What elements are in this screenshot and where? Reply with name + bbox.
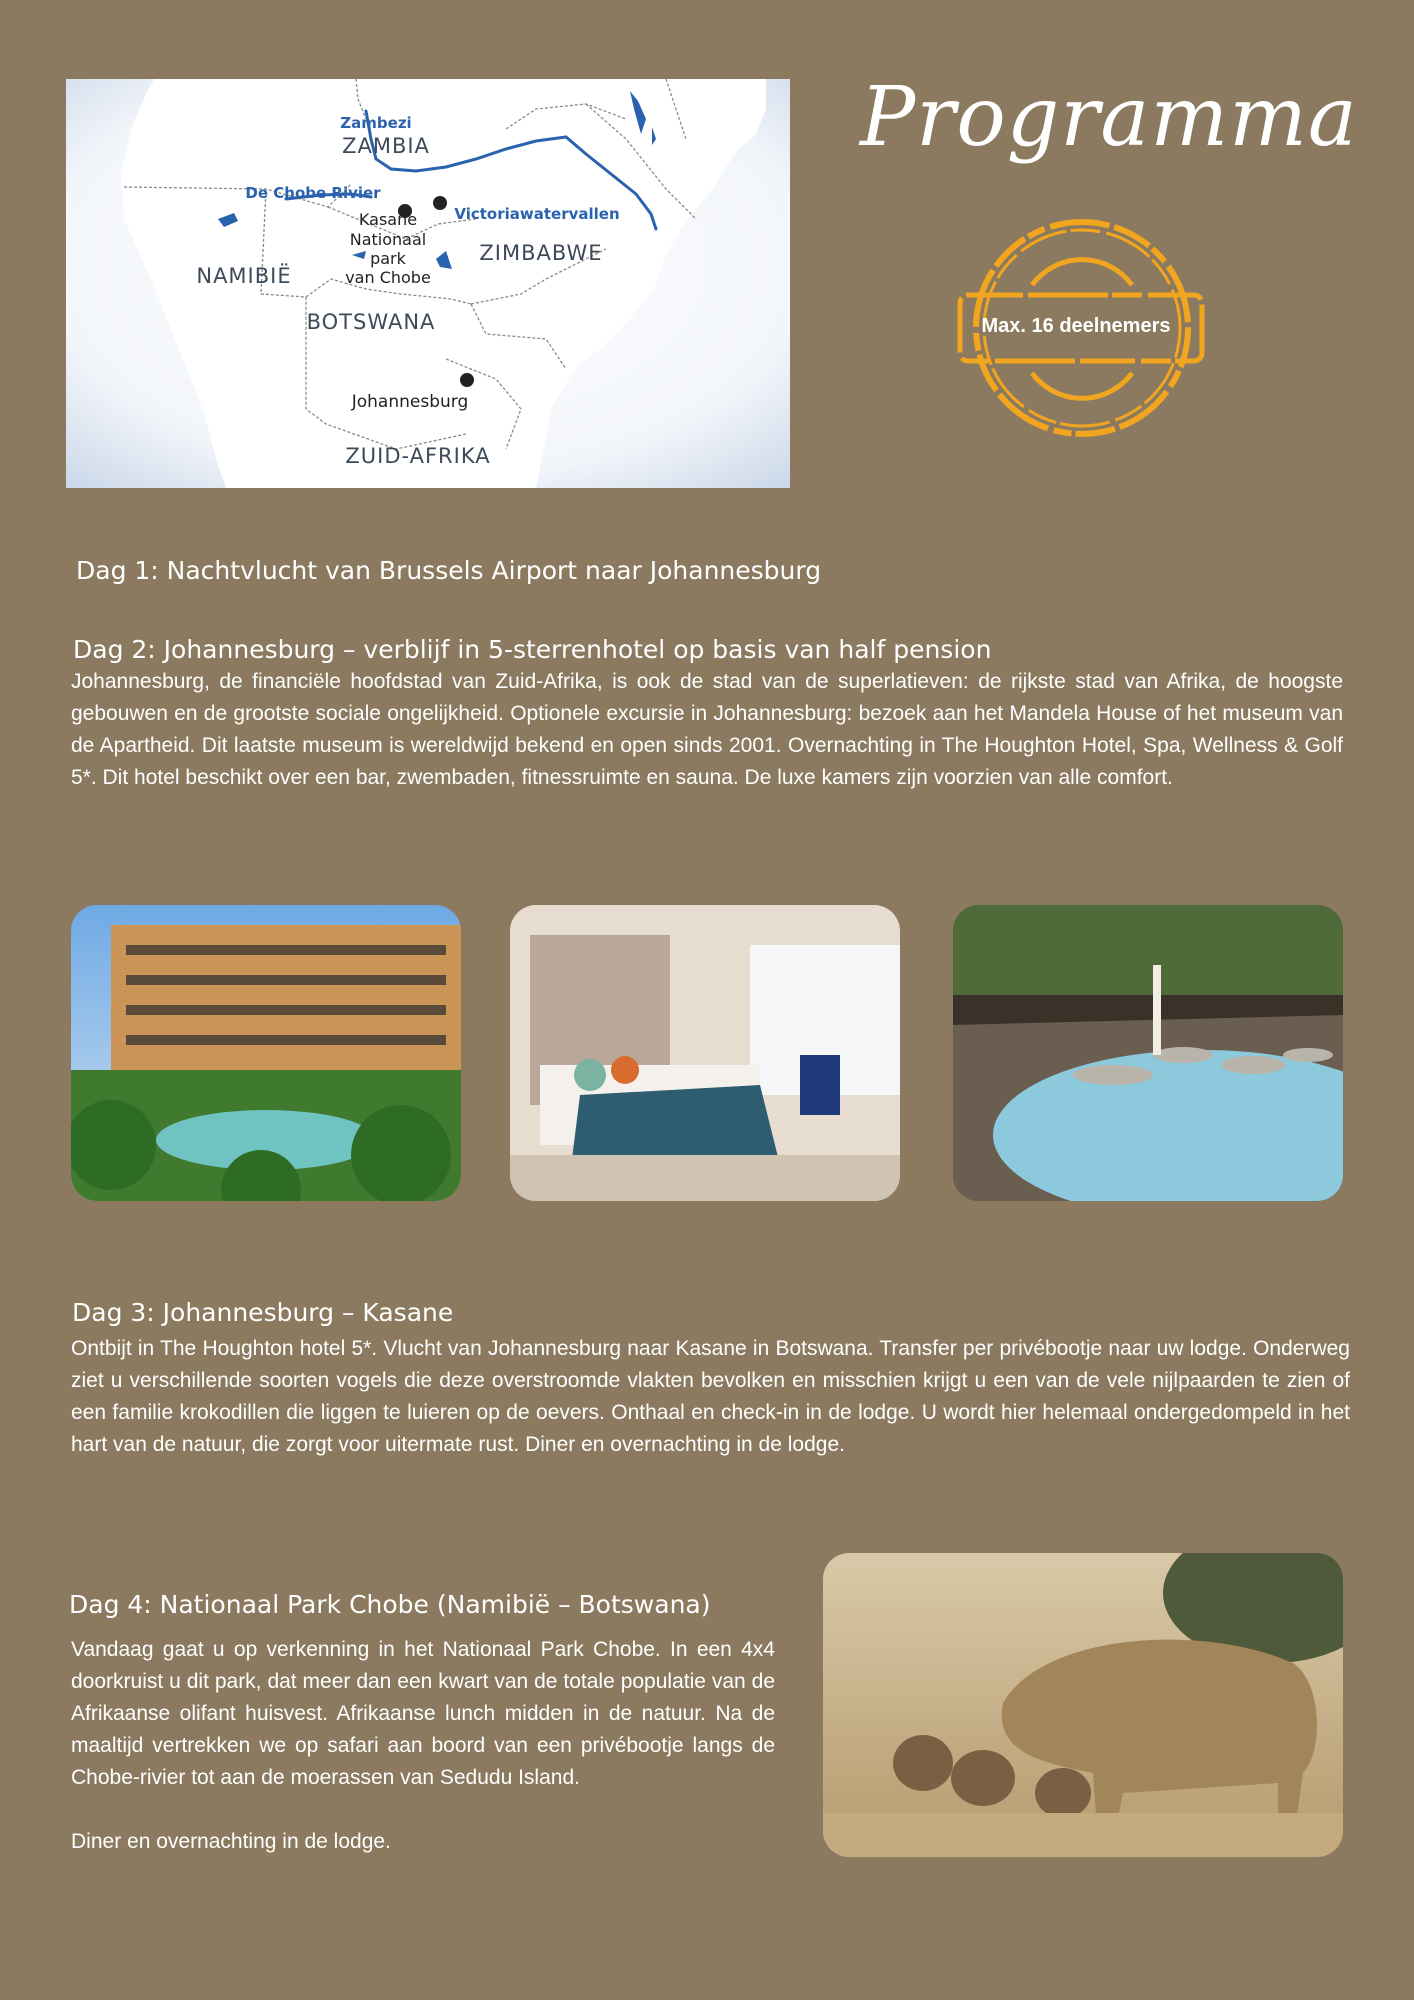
day2-heading: Dag 2: Johannesburg – verblijf in 5-sterrenhotel op basis van half pension (73, 635, 992, 664)
map-label-kasane-line3: park (370, 249, 406, 268)
map-label-kasane-line2: Nationaal (349, 230, 427, 249)
map-label-south-africa: ZUID-AFRIKA (345, 444, 491, 468)
page-title: Programma (860, 70, 1358, 165)
map-label-victoria-falls: Victoriawatervallen (454, 205, 620, 223)
map-label-johannesburg: Johannesburg (351, 392, 469, 412)
map-label-zimbabwe: ZIMBABWE (479, 241, 603, 265)
day3-heading: Dag 3: Johannesburg – Kasane (72, 1298, 454, 1327)
day3-text: Ontbijt in The Houghton hotel 5*. Vlucht van Johannesburg naar Kasane in Botswana. Transfer per privébootje naar uw lodge. Onderweg ziet u verschillende soorten vogels die deze overstroomde vlakten bevolken en misschien krijgt u een van de vele nijlpaarden te zien of een familie krokodillen die liggen te luieren op de oevers. Onthaal en check-in in de lodge. U wordt hier helemaal ondergedompeld in het hart van de natuur, die zorgt voor uitermate rust. Diner en overnachting in de lodge. (71, 1337, 1350, 1456)
lions-photo (823, 1553, 1343, 1857)
region-map (66, 79, 790, 488)
day4-text: Vandaag gaat u op verkenning in het Nationaal Park Chobe. In een 4x4 doorkruist u dit park, dat meer dan een kwart van de totale populatie van de Afrikaanse olifant huisvest. Afrikaanse lunch midden in de natuur. Na de maaltijd vertrekken we op safari aan boord van een privébootje langs de Chobe-rivier tot aan de moerassen van Sedudu Island. (71, 1638, 775, 1789)
map-label-kasane-line4: van Chobe (345, 268, 431, 287)
day1-heading: Dag 1: Nachtvlucht van Brussels Airport naar Johannesburg (76, 556, 822, 585)
day4-text-closing: Diner en overnachting in de lodge. (71, 1830, 391, 1853)
map-label-chobe-river: De Chobe Rivier (245, 184, 381, 202)
stamp-label: Max. 16 deelnemers (981, 315, 1171, 337)
map-label-namibia: NAMIBIË (196, 264, 292, 288)
hotel-pool-photo (953, 905, 1343, 1201)
hotel-exterior-photo (71, 905, 461, 1201)
map-label-zambezi: Zambezi (340, 114, 412, 132)
day4-heading: Dag 4: Nationaal Park Chobe (Namibië – Botswana) (69, 1590, 711, 1619)
map-label-zambia: ZAMBIA (342, 134, 430, 158)
participants-stamp (950, 215, 1210, 445)
hotel-room-photo (510, 905, 900, 1201)
map-label-kasane: Kasane (358, 210, 418, 229)
map-label-botswana: BOTSWANA (306, 310, 436, 334)
day2-text: Johannesburg, de financiële hoofdstad van Zuid-Afrika, is ook de stad van de superlatieven: de rijkste stad van Afrika, de hoogste gebouwen en de grootste sociale ongelijkheid. Optionele excursie in Johannesburg: bezoek aan het Mandela House of het museum van de Apartheid. Dit laatste museum is wereldwijd bekend en open sinds 2001. Overnachting in The Houghton Hotel, Spa, Wellness & Golf 5*. Dit hotel beschikt over een bar, zwembaden, fitnessruimte en sauna. De luxe kamers zijn voorzien van alle comfort. (71, 670, 1343, 789)
